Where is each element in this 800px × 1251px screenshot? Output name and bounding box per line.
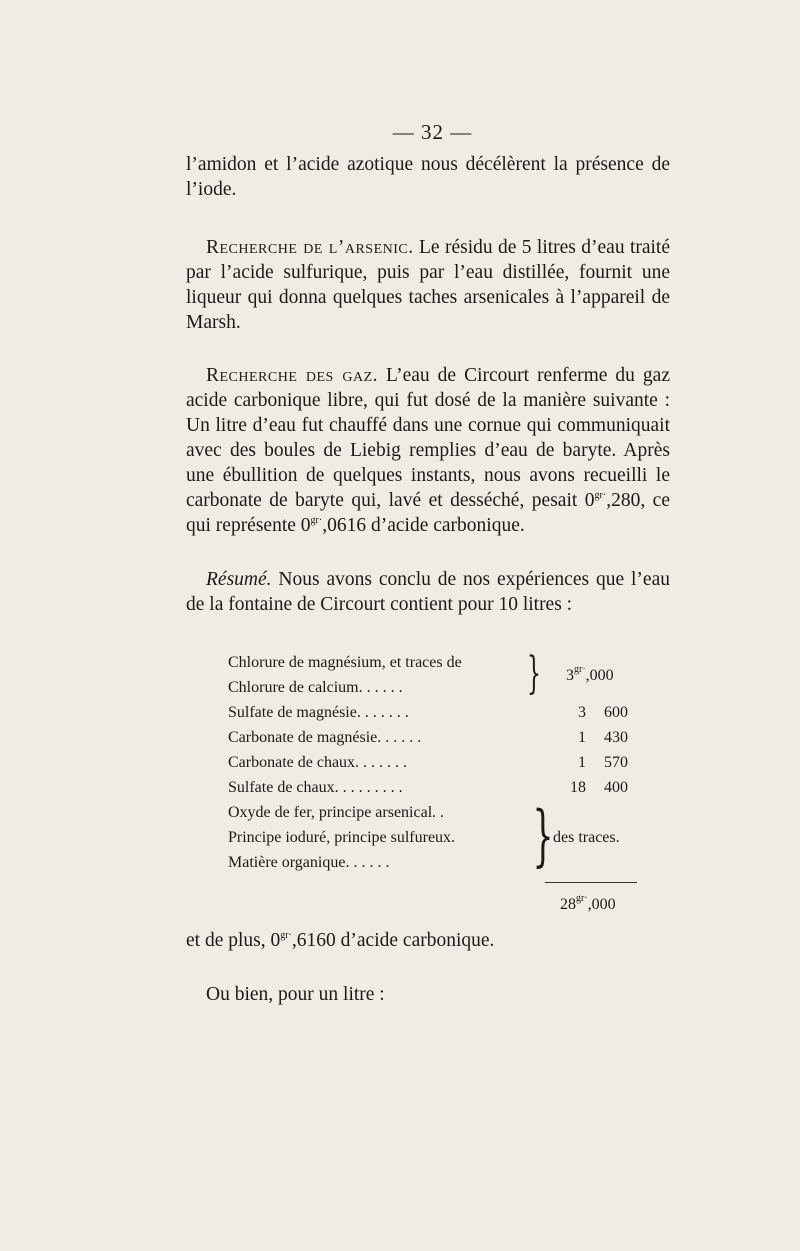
table-row: [228, 726, 421, 750]
value-int: 3: [578, 704, 586, 721]
paragraph-text: et de plus, 0: [186, 930, 281, 951]
paragraph-text: Le résidu de 5 litres d’eau traité par l’acide sulfurique, puis par l’eau distillée, fournit une liqueur qui donna quelques taches arsenicales à l’appareil de Marsh.: [186, 237, 671, 333]
paragraph-text: ,0616 d’acide carbonique.: [322, 515, 525, 536]
section-heading: Recherche de l’arsenic.: [206, 237, 414, 258]
unit-gram: gr·: [576, 893, 588, 904]
table-row: [228, 851, 389, 875]
table-row: [228, 651, 462, 675]
substance-label: Sulfate de magnésie. . . . . . .: [228, 704, 409, 721]
substance-label: Carbonate de chaux. . . . . . .: [228, 754, 408, 771]
paragraph-text: L’eau de Circourt renferme du gaz acide carbonique libre, qui fut dosé de la manière suivante : Un litre d’eau fut chauffé dans une cornue qui communiquait avec des boules de Liebig remplies d’eau de baryte. Après une ébullition de quelques instants, nous avons recueilli le carbonate de baryte qui, lavé et desséché, pesait 0: [186, 365, 670, 511]
unit-gram: gr·: [310, 515, 323, 526]
unit-gram: gr·: [574, 664, 586, 675]
paragraph-text: ,6160 d’acide carbonique.: [291, 930, 495, 951]
table-row: [228, 826, 455, 850]
paragraph-text: Ou bien, pour un litre :: [206, 984, 385, 1005]
substance-label: Oxyde de fer, principe arsenical. .: [228, 804, 445, 821]
unit-gram: gr·: [594, 490, 607, 501]
section-heading: Recherche des gaz.: [206, 365, 378, 386]
table-row: [228, 701, 409, 725]
paragraph-iodine: [186, 152, 670, 202]
brace: }: [527, 648, 541, 699]
table-row: [228, 776, 403, 800]
table-row: [228, 801, 444, 825]
brace: }: [532, 797, 554, 874]
substance-label: Sulfate de chaux. . . . . . . . .: [228, 779, 403, 796]
substance-label: Carbonate de magnésie. . . . . .: [228, 729, 422, 746]
group-value: $3^{gr\cdot},000$: [566, 664, 614, 684]
paragraph-per-litre: [186, 982, 670, 1007]
table-row: [228, 751, 407, 775]
paragraph-text: ,280, ce qui représente 0: [186, 490, 670, 536]
paragraph-gas: [186, 363, 670, 538]
value-frac: 600: [604, 704, 628, 721]
substance-label: Chlorure de calcium. . . . . .: [228, 679, 403, 696]
substance-label: Matière organique. . . . . .: [228, 854, 390, 871]
page-number: — 32 —: [392, 120, 473, 144]
paragraph-co2: [186, 928, 670, 953]
value-frac: 400: [604, 779, 628, 796]
group-value: des traces.: [553, 829, 620, 846]
unit-gram: gr·: [280, 930, 292, 941]
total-rule: [545, 882, 637, 883]
paragraph-arsenic: [186, 235, 670, 335]
value-frac: 570: [604, 754, 628, 771]
table-row: [228, 676, 403, 700]
substance-label: Principe ioduré, principe sulfureux.: [228, 829, 456, 846]
substance-label: Chlorure de magnésium, et traces de: [228, 654, 462, 671]
paragraph-summary: [186, 567, 670, 617]
value-int: 1: [578, 729, 586, 746]
paragraph-text: l’amidon et l’acide azotique nous décélèrent la présence de l’iode.: [186, 154, 670, 200]
value-frac: 430: [604, 729, 628, 746]
value-int: 18: [570, 779, 586, 796]
value-int: 1: [578, 754, 586, 771]
total-value: $28^{gr\cdot},000$: [560, 893, 616, 913]
paragraph-text: Nous avons conclu de nos expériences que l’eau de la fontaine de Circourt contient pour 10 litres :: [186, 569, 670, 615]
section-heading: Résumé.: [206, 569, 272, 590]
